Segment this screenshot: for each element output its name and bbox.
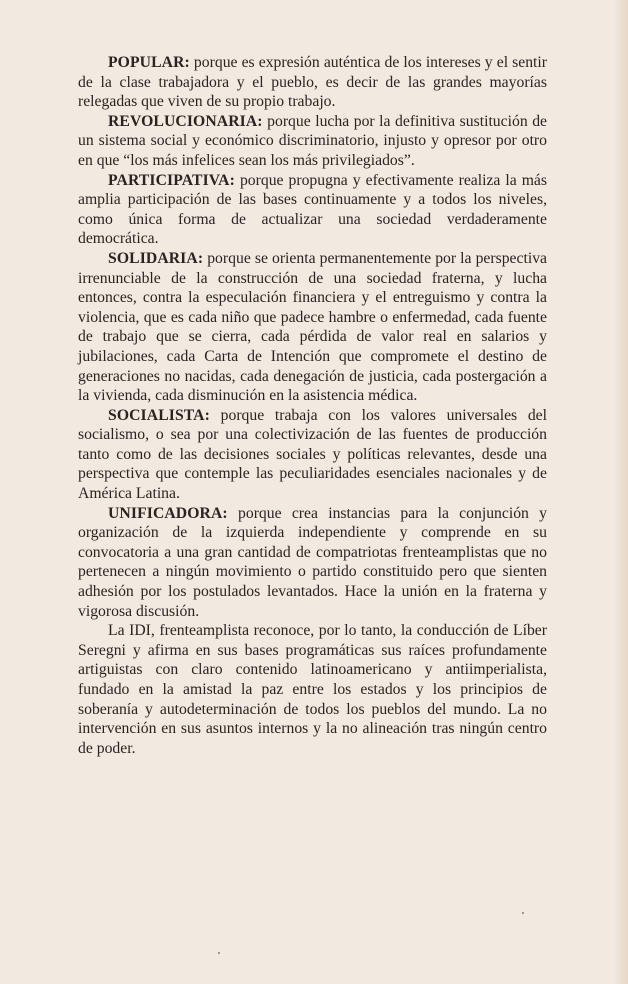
body-text (78, 53, 547, 758)
paragraph-participativa-text: porque propugna y efectivamente realiza la más amplia participación de las bases continuamente y a todos los niveles, como única forma de actualizar una sociedad verdaderamente democrática. (78, 171, 547, 248)
term-revolucionaria: REVOLUCIONARIA: (108, 112, 263, 130)
paragraph-solidaria-text: porque se orienta permanentemente por la perspectiva irrenunciable de la construcción de una sociedad fraterna, y lucha entonces, contra la especulación financiera y el entreguismo y contra la violencia, que es cada niño que padece hambre o enfermedad, cada fuente de trabajo que se cierra, cada pérdida de valor real en salarios y jubilaciones, cada Carta de Intención que compromete el destino de generaciones no nacidas, cada denegación de justicia, cada postergación a la vivienda, cada disminución en la asistencia médica. (78, 249, 547, 405)
paragraph-socialista-text: porque trabaja con los valores universales del socialismo, o sea por una colectivización de las fuentes de producción tanto como de las decisiones sociales y políticas relevantes, desde una perspectiva que contemple las peculiaridades esenciales nacionales y de América Latina. (78, 406, 547, 503)
paragraph-popular (78, 53, 547, 112)
paragraph-popular-text: porque es expresión auténtica de los intereses y el sentir de la clase trabajadora y el pueblo, es decir de las grandes mayorías relegadas que viven de su propio trabajo. (78, 54, 547, 111)
term-socialista: SOCIALISTA: (108, 406, 210, 424)
term-popular: POPULAR: (108, 54, 190, 71)
paragraph-revolucionaria (78, 112, 547, 171)
paper-speck (218, 952, 220, 954)
page-edge (614, 0, 628, 984)
paper-speck (522, 912, 524, 914)
paragraph-revolucionaria-text: porque lucha por la definitiva sustitución de un sistema social y económico discriminatorio, injusto y opresor por otro en que “los más infelices sean los más privilegiados”. (78, 112, 547, 169)
paragraph-unificadora (78, 504, 547, 622)
paragraph-conclusion-text: La IDI, frenteamplista reconoce, por lo tanto, la conducción de Líber Seregni y afirma en sus bases programáticas sus raíces profundamente artiguistas con claro contenido latinoamericano y antiimperialista, fundado en la amistad la paz entre los estados y los principios de soberanía y autodeterminación de todos los pueblos del mundo. La no intervención en sus asuntos internos y la no alineación tras ningún centro de poder. (78, 622, 547, 757)
term-participativa: PARTICIPATIVA: (108, 171, 235, 189)
paragraph-unificadora-text: porque crea instancias para la conjunción y organización de la izquierda independiente y comprende en su convocatoria a una gran cantidad de compatriotas frenteamplistas que no pertenecen a ningún movimiento o partido constituido pero que sienten adhesión por los postulados levantados. Hace la unión en la fraterna y vigorosa discusión. (78, 504, 547, 620)
term-unificadora: UNIFICADORA: (108, 504, 228, 522)
paragraph-socialista (78, 406, 547, 504)
paragraph-solidaria (78, 249, 547, 406)
term-solidaria: SOLIDARIA: (108, 249, 204, 267)
paragraph-participativa (78, 171, 547, 249)
paragraph-conclusion (78, 621, 547, 758)
